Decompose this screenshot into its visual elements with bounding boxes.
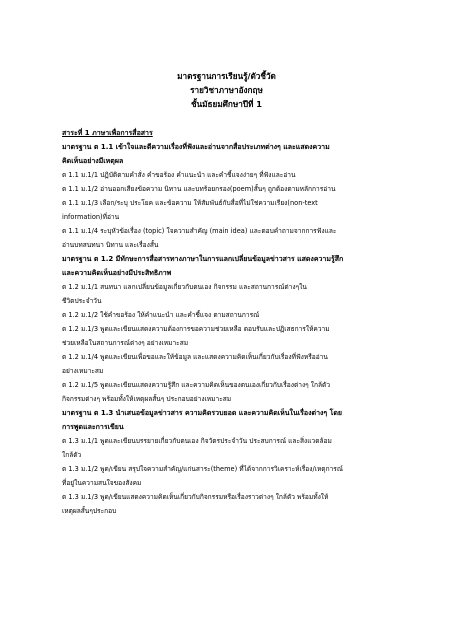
indicator-1-2-4: ต 1.2 ม.1/4 พูดและเขียนเพื่อขอและให้ข้อมูล และแสดงความคิดเห็นเกี่ยวกับเรื่องที่ฟังหรืออ่าน — [62, 353, 328, 361]
indicator-1-2-3-cont: ช่วยเหลือในสถานการณ์ต่างๆ อย่างเหมาะสม — [62, 339, 189, 347]
standard-1-3: มาตรฐาน ต 1.3 นำเสนอข้อมูลข่าวสาร ความคิดรวบยอด และความคิดเห็นในเรื่องต่างๆ โดย — [62, 409, 343, 417]
indicator-1-3-3: ต 1.3 ม.1/3 พูด/เขียนแสดงความคิดเห็นเกี่ยวกับกิจกรรมหรือเรื่องราวต่างๆ ใกล้ตัว พร้อมทั้งให้ — [62, 493, 329, 501]
indicator-1-1-4: ต 1.1 ม.1/4 ระบุหัวข้อเรื่อง (topic) ใจความสำคัญ (main idea) และตอบคำถามจากการฟังและ — [62, 227, 337, 235]
indicator-1-3-1: ต 1.3 ม.1/1 พูดและเขียนบรรยายเกี่ยวกับตนเอง กิจวัตรประจำวัน ประสบการณ์ และสิ่งแวดล้อม — [62, 437, 332, 445]
indicator-1-1-3: ต 1.1 ม.1/3 เลือก/ระบุ ประโยค และข้อความ ให้สัมพันธ์กับสื่อที่ไม่ใช่ความเรียง(non-text — [62, 199, 318, 207]
indicator-1-2-5: ต 1.2 ม.1/5 พูดและเขียนแสดงความรู้สึก และความคิดเห็นของตนเองเกี่ยวกับเรื่องต่างๆ ใกล้ตัว — [62, 381, 331, 389]
standard-1-2-cont: และความคิดเห็นอย่างมีประสิทธิภาพ — [62, 269, 172, 277]
indicator-1-3-2: ต 1.3 ม.1/2 พูด/เขียน สรุปใจความสำคัญ/แก่นสาระ(theme) ที่ได้จากการวิเคราะห์เรื่อง/เหตุการณ์ — [62, 465, 343, 473]
indicator-1-2-5-cont: กิจกรรมต่างๆ พร้อมทั้งให้เหตุผลสั้นๆ ประกอบอย่างเหมาะสม — [62, 395, 232, 403]
indicator-1-3-2-cont: ที่อยู่ในความสนใจของสังคม — [62, 479, 142, 487]
indicator-1-3-3-cont: เหตุผลสั้นๆประกอบ — [62, 507, 117, 515]
indicator-1-1-2: ต 1.1 ม.1/2 อ่านออกเสียงข้อความ นิทาน และบทร้อยกรอง(poem)สั้นๆ ถูกต้องตามหลักการอ่าน — [62, 185, 336, 193]
standard-1-1-cont: คิดเห็นอย่างมีเหตุผล — [62, 157, 124, 165]
standard-1-2: มาตรฐาน ต 1.2 มีทักษะการสื่อสารทางภาษาในการแลกเปลี่ยนข้อมูลข่าวสาร แสดงความรู้สึก — [62, 255, 344, 263]
indicator-1-1-4-cont: อ่านบทสนทนา นิทาน และเรื่องสั้น — [62, 241, 159, 249]
standard-1-1: มาตรฐาน ต 1.1 เข้าใจและตีความเรื่องที่ฟังและอ่านจากสื่อประเภทต่างๆ และแสดงความ — [62, 143, 330, 151]
indicator-1-2-1-cont: ชีวิตประจำวัน — [62, 297, 102, 305]
doc-title: มาตรฐานการเรียนรู้/ตัวชี้วัด — [177, 71, 276, 81]
strand-heading: สาระที่ 1 ภาษาเพื่อการสื่อสาร — [62, 129, 153, 137]
indicator-1-1-3-cont: information)ที่อ่าน — [62, 213, 120, 221]
indicator-1-3-1-cont: ใกล้ตัว — [62, 451, 82, 459]
indicator-1-2-3: ต 1.2 ม.1/3 พูดและเขียนแสดงความต้องการขอความช่วยเหลือ ตอบรับและปฏิเสธการให้ความ — [62, 325, 330, 333]
indicator-1-2-4-cont: อย่างเหมาะสม — [62, 367, 104, 375]
document-body — [62, 126, 398, 518]
grade-title: ชั้นมัธยมศึกษาปีที่ 1 — [190, 99, 263, 109]
indicator-1-2-2: ต 1.2 ม.1/2 ใช้คำขอร้อง ให้คำแนะนำ และคำชี้แจง ตามสถานการณ์ — [62, 311, 260, 319]
subject-title: รายวิชาภาษาอังกฤษ — [190, 85, 263, 95]
indicator-1-2-1: ต 1.2 ม.1/1 สนทนา แลกเปลี่ยนข้อมูลเกี่ยวกับตนเอง กิจกรรม และสถานการณ์ต่างๆใน — [62, 283, 307, 291]
standard-1-3-cont: การพูดและการเขียน — [62, 423, 124, 431]
indicator-1-1-1: ต 1.1 ม.1/1 ปฏิบัติตามคำสั่ง คำขอร้อง คำแนะนำ และคำชี้แจงง่ายๆ ที่ฟังและอ่าน — [62, 171, 296, 179]
